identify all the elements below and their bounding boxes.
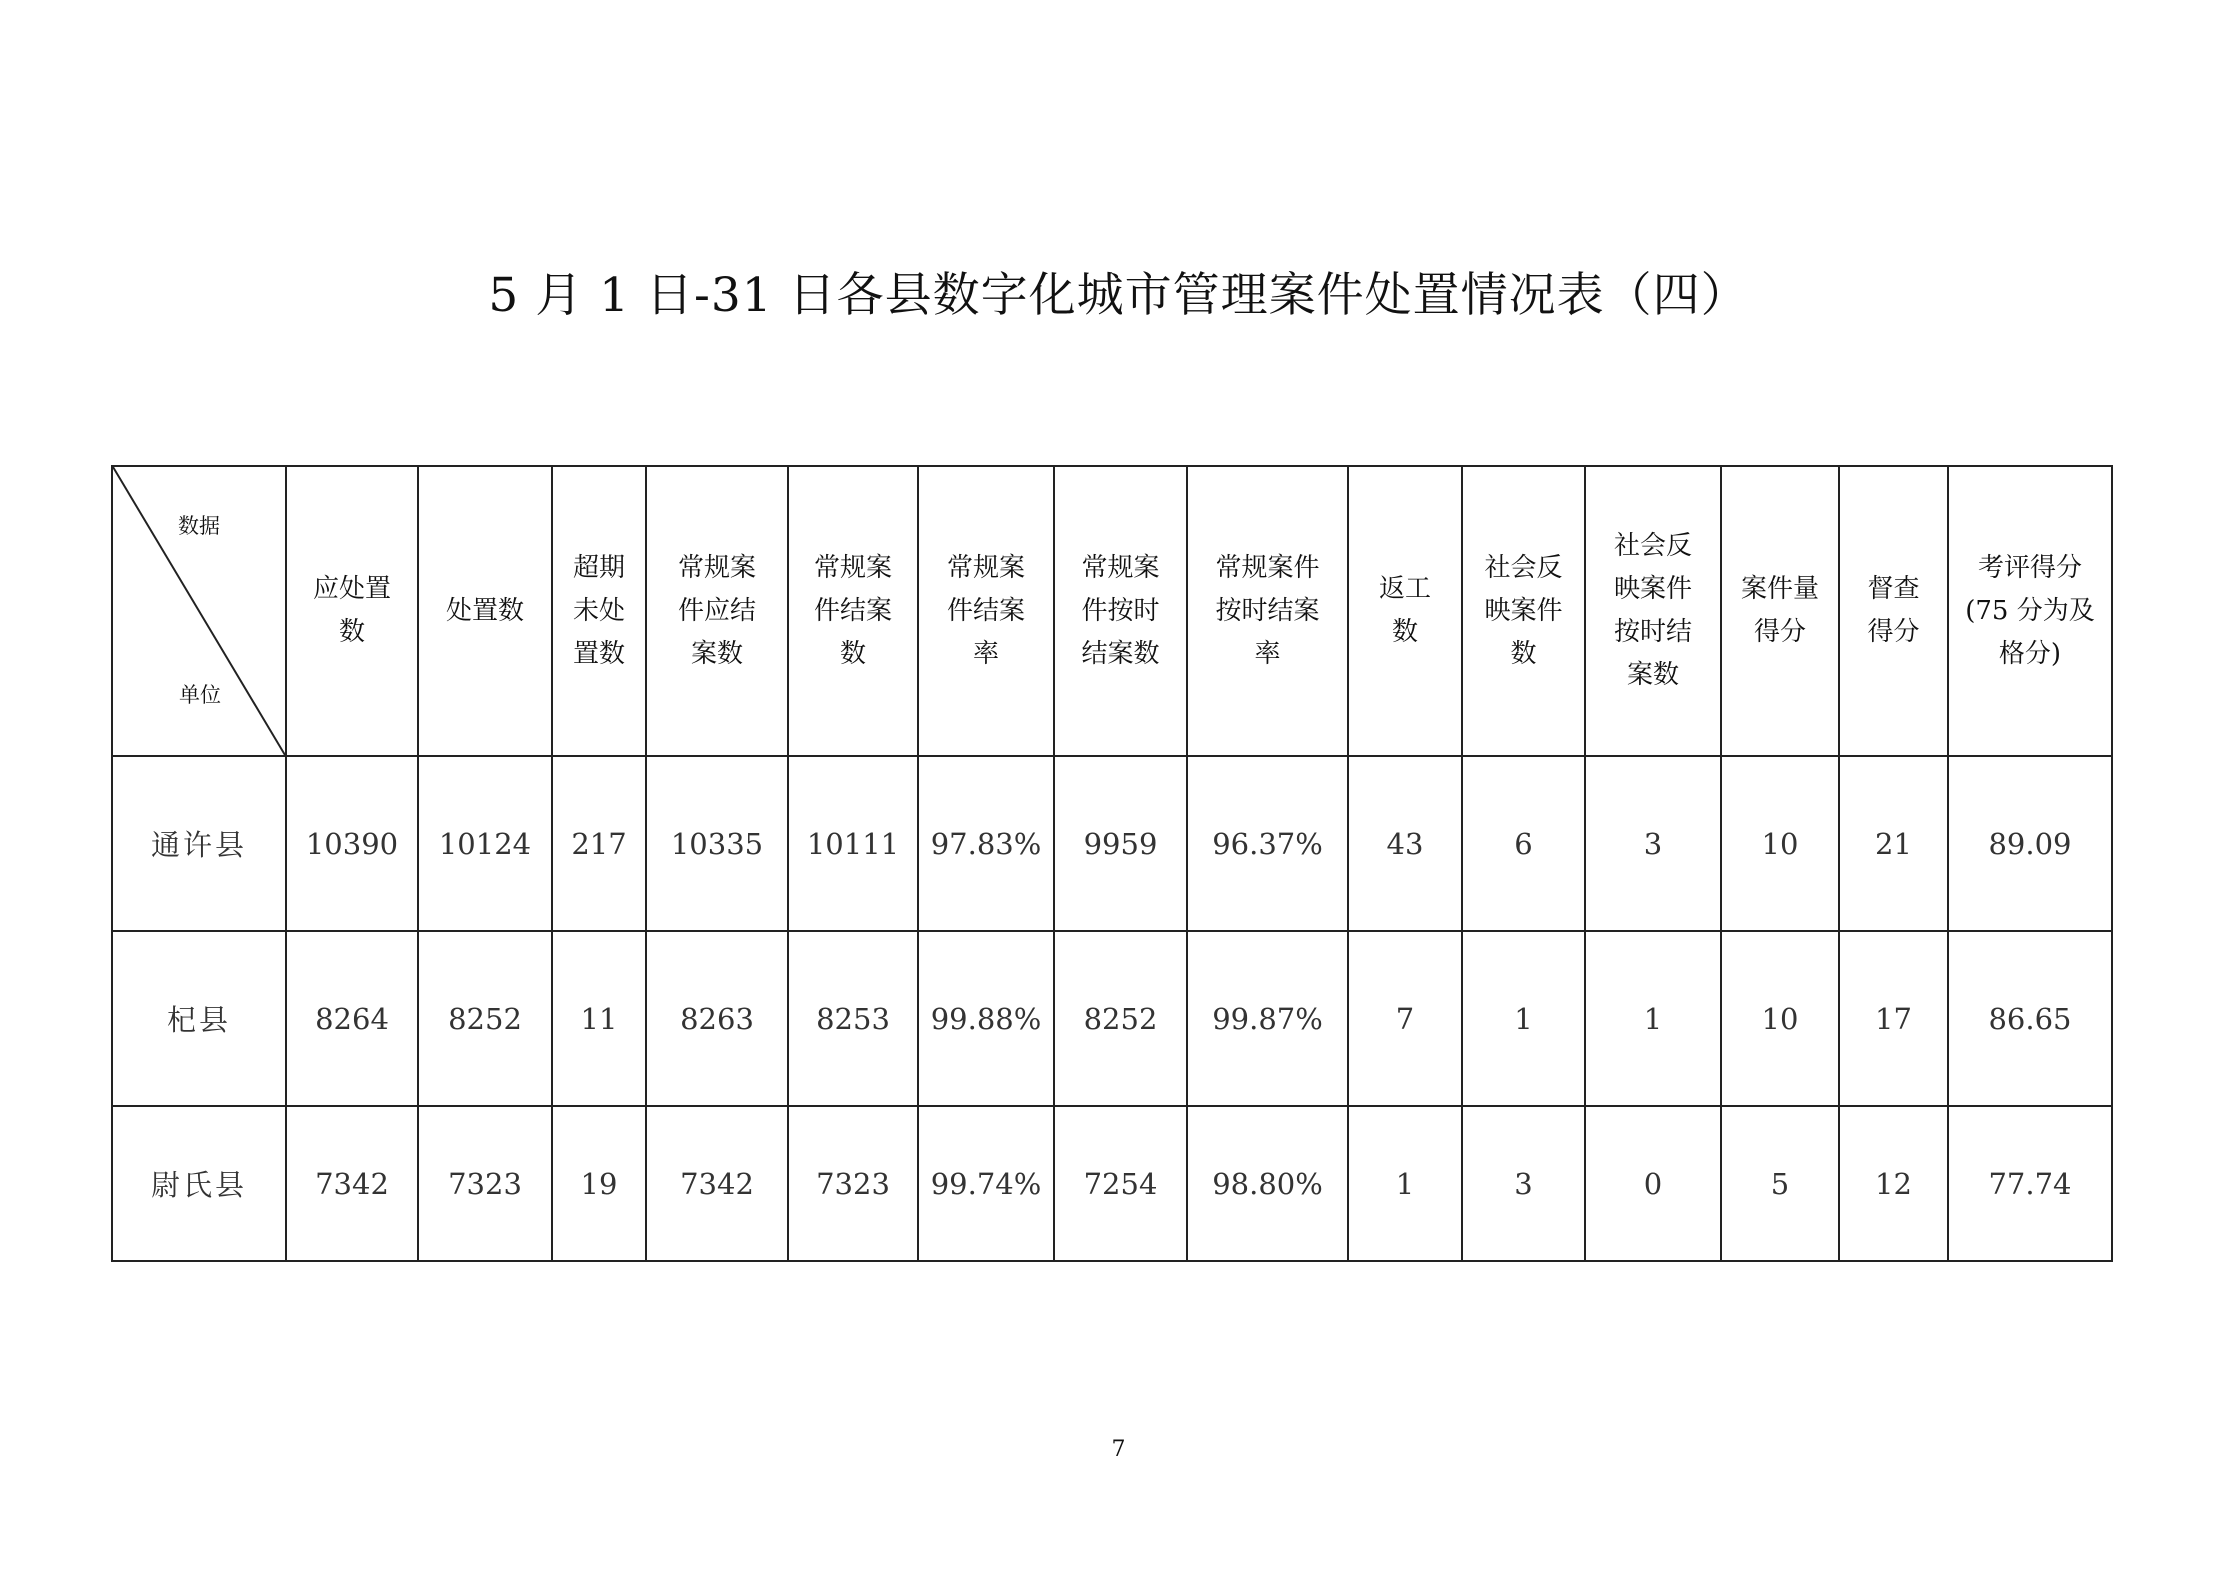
- data-cell: 77.74: [1948, 1106, 2112, 1261]
- data-cell: 8263: [646, 931, 788, 1106]
- data-cell: 10111: [788, 756, 918, 931]
- data-cell: 1: [1462, 931, 1585, 1106]
- header-cell: [1348, 466, 1462, 756]
- header-label: 常规案 件结案 率: [946, 552, 1025, 669]
- header-row: [112, 466, 2112, 756]
- header-cell: [646, 466, 788, 756]
- header-cell: [918, 466, 1054, 756]
- header-cell: [788, 466, 918, 756]
- data-cell: 8252: [418, 931, 552, 1106]
- data-cell: 8252: [1054, 931, 1187, 1106]
- data-cell: 7: [1348, 931, 1462, 1106]
- header-label: 常规案 件应结 案数: [677, 552, 756, 669]
- data-cell: 89.09: [1948, 756, 2112, 931]
- unit-cell: 杞县: [112, 931, 286, 1106]
- data-cell: 7342: [286, 1106, 418, 1261]
- data-cell: 217: [552, 756, 646, 931]
- header-label: 案件量 得分: [1740, 574, 1819, 647]
- data-cell: 98.80%: [1187, 1106, 1348, 1261]
- header-cell: [1054, 466, 1187, 756]
- unit-cell: 尉氏县: [112, 1106, 286, 1261]
- header-cell: [1721, 466, 1839, 756]
- table-row: [112, 931, 2112, 1106]
- header-label: 常规案 件结案 数: [813, 552, 892, 669]
- data-cell: 19: [552, 1106, 646, 1261]
- corner-header-cell: [112, 466, 286, 756]
- header-cell: [1462, 466, 1585, 756]
- header-label: 社会反 映案件 数: [1484, 552, 1563, 669]
- table-row: [112, 756, 2112, 931]
- data-cell: 6: [1462, 756, 1585, 931]
- corner-label-unit: 单位: [179, 683, 221, 707]
- data-cell: 3: [1585, 756, 1721, 931]
- page-number: 7: [1111, 1437, 1126, 1462]
- data-cell: 12: [1839, 1106, 1948, 1261]
- header-label: 返工 数: [1378, 574, 1431, 647]
- header-cell: [1839, 466, 1948, 756]
- data-cell: 43: [1348, 756, 1462, 931]
- document-title: 5 月 1 日-31 日各县数字化城市管理案件处置情况表（四）: [488, 268, 1749, 323]
- data-cell: 7342: [646, 1106, 788, 1261]
- header-cell: [1585, 466, 1721, 756]
- header-label: 社会反 映案件 按时结 案数: [1613, 531, 1692, 690]
- header-cell: [1187, 466, 1348, 756]
- data-cell: 10390: [286, 756, 418, 931]
- data-cell: 7254: [1054, 1106, 1187, 1261]
- data-cell: 97.83%: [918, 756, 1054, 931]
- header-cell: [418, 466, 552, 756]
- header-label: 应处置 数: [312, 574, 391, 647]
- header-label: 督查 得分: [1867, 574, 1920, 647]
- data-cell: 0: [1585, 1106, 1721, 1261]
- header-cell: [1948, 466, 2112, 756]
- diagonal-divider: [113, 467, 285, 755]
- data-cell: 8264: [286, 931, 418, 1106]
- data-cell: 7323: [418, 1106, 552, 1261]
- data-cell: 9959: [1054, 756, 1187, 931]
- data-cell: 17: [1839, 931, 1948, 1106]
- header-label: 考评得分 (75 分为及 格分): [1965, 552, 2095, 669]
- data-cell: 10124: [418, 756, 552, 931]
- header-cell: [552, 466, 646, 756]
- data-cell: 10: [1721, 756, 1839, 931]
- header-cell: [286, 466, 418, 756]
- header-label: 超期 未处 置数: [572, 552, 625, 669]
- data-cell: 8253: [788, 931, 918, 1106]
- data-cell: 86.65: [1948, 931, 2112, 1106]
- data-cell: 1: [1348, 1106, 1462, 1261]
- header-label: 常规案 件按时 结案数: [1081, 552, 1160, 669]
- corner-label-data: 数据: [178, 514, 220, 538]
- data-cell: 3: [1462, 1106, 1585, 1261]
- table-row: [112, 1106, 2112, 1261]
- data-cell: 1: [1585, 931, 1721, 1106]
- data-cell: 5: [1721, 1106, 1839, 1261]
- data-cell: 10: [1721, 931, 1839, 1106]
- unit-cell: 通许县: [112, 756, 286, 931]
- header-label: 常规案件 按时结案 率: [1215, 552, 1320, 669]
- data-cell: 7323: [788, 1106, 918, 1261]
- data-cell: 96.37%: [1187, 756, 1348, 931]
- data-cell: 99.88%: [918, 931, 1054, 1106]
- data-cell: 21: [1839, 756, 1948, 931]
- data-cell: 99.74%: [918, 1106, 1054, 1261]
- data-cell: 11: [552, 931, 646, 1106]
- data-cell: 10335: [646, 756, 788, 931]
- case-handling-table: [111, 465, 2113, 1262]
- data-cell: 99.87%: [1187, 931, 1348, 1106]
- header-label: 处置数: [445, 595, 524, 626]
